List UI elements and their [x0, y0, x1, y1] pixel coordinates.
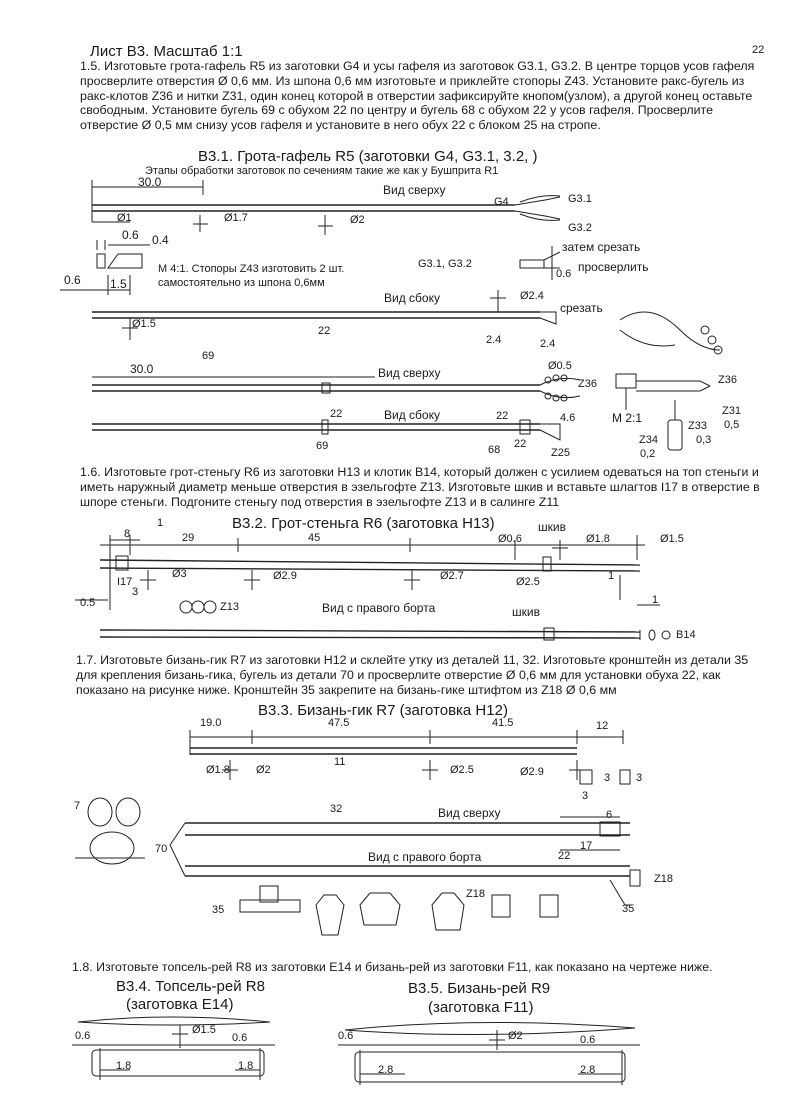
note-drill: просверлить	[578, 260, 649, 274]
section-b3-5-title: В3.5. Бизань-рей R9	[408, 980, 551, 997]
dim-2-4-b: 2.4	[540, 338, 556, 350]
view-side-label: Вид сбоку	[384, 291, 440, 305]
page-title: Лист В3. Масштаб 1:1	[90, 43, 243, 60]
dim-d3: Ø3	[172, 568, 187, 580]
part-i17: I17	[117, 576, 133, 588]
val-0-3: 0,3	[696, 434, 712, 446]
label-g3-1-g3-2: G3.1, G3.2	[418, 258, 472, 270]
view-top-label-2: Вид сверху	[378, 366, 441, 380]
part-69-b: 69	[316, 440, 329, 452]
part-z31: Z31	[722, 405, 741, 417]
dim-1-5: 1.5	[110, 277, 127, 291]
part-z25: Z25	[551, 447, 570, 459]
section-b3-4-title: В3.4. Топсель-рей R8	[116, 978, 265, 995]
dim-1-c: 1	[652, 594, 659, 606]
dim-45: 45	[308, 532, 321, 544]
view-top-label: Вид сверху	[383, 183, 446, 197]
dim-19: 19.0	[200, 717, 222, 729]
paragraph-1-6: 1.6. Изготовьте грот-стеньгу R6 из заготовки H13 и клотик B14, который должен с усилием одеваться на топ стеньги и иметь наружный диаметр меньше отверстия в эзельгофте Z13. Изготовьте шкив и вставьте шлагтов I17 в отверстие в шпоре стеньги. Подгоните стеньгу под отверстия в эзельгофте Z13 и в салинге Z11	[80, 465, 760, 509]
part-68: 68	[488, 444, 501, 456]
part-b14: B14	[676, 629, 696, 641]
view-starboard-label: Вид с правого борта	[322, 601, 436, 615]
dim-0-4: 0.4	[152, 233, 169, 247]
dim-0-6-b: 0.6	[64, 273, 81, 287]
part-7: 7	[74, 800, 81, 812]
section-b3-4-subtitle: (заготовка E14)	[126, 996, 234, 1013]
dim-3-b: 3	[582, 790, 589, 802]
section-b3-1-title: В3.1. Грота-гафель R5 (заготовки G4, G3.1, 3.2, )	[198, 148, 538, 165]
dim-d2-7: Ø2.7	[440, 570, 464, 582]
scale-note-1: М 4:1. Стопоры Z43 изготовить 2 шт.	[158, 263, 345, 275]
part-35-b: 35	[622, 903, 635, 915]
section-b3-5-subtitle: (заготовка F11)	[428, 999, 534, 1016]
part-z36: Z36	[578, 378, 597, 390]
dim-d2-9: Ø2.9	[520, 766, 544, 778]
dim-29: 29	[182, 532, 195, 544]
part-22-a: 22	[318, 325, 331, 337]
val-0-5: 0,5	[724, 419, 740, 431]
dim-2-8-a: 2.8	[378, 1064, 394, 1076]
part-z13: Z13	[220, 601, 239, 613]
part-70: 70	[155, 843, 168, 855]
dim-1-8-a: 1.8	[116, 1060, 132, 1072]
dim-d1: Ø1	[117, 212, 132, 224]
dim-1: 1	[157, 517, 164, 529]
scale-note-2: самостоятельно из шпона 0,6мм	[158, 277, 325, 289]
label-shkiv-2: шкив	[512, 605, 540, 619]
dim-1-8-b: 1.8	[238, 1060, 254, 1072]
dim-d1-5-b34: Ø1.5	[192, 1024, 216, 1036]
dim-d2-b35: Ø2	[508, 1030, 523, 1042]
dim-0-6-b-b34: 0.6	[232, 1032, 248, 1044]
part-69: 69	[202, 350, 215, 362]
part-z33: Z33	[688, 420, 707, 432]
dim-0-6: 0.6	[122, 228, 139, 242]
dim-17: 17	[580, 840, 593, 852]
val-0-2: 0,2	[640, 448, 656, 460]
part-22-b: 22	[330, 408, 343, 420]
dim-d0-6: Ø0.6	[498, 533, 522, 545]
dim-d2: Ø2	[256, 764, 271, 776]
part-22: 22	[558, 850, 571, 862]
dim-d1-8: Ø1.8	[206, 764, 230, 776]
label-g3-2: G3.2	[568, 222, 592, 234]
dim-4-6: 4.6	[560, 412, 576, 424]
section-b3-3-title: В3.3. Бизань-гик R7 (заготовка H12)	[258, 702, 508, 719]
part-z36-b: Z36	[718, 374, 737, 386]
view-starboard-b33: Вид с правого борта	[368, 850, 482, 864]
dim-d1-5: Ø1.5	[132, 318, 156, 330]
part-22-c: 22	[496, 410, 509, 422]
dim-47-5: 47.5	[328, 717, 350, 729]
part-z18: Z18	[654, 873, 673, 885]
label-shkiv: шкив	[538, 520, 566, 534]
part-11: 11	[334, 756, 346, 768]
view-top-b33: Вид сверху	[438, 806, 501, 820]
note-cut: срезать	[560, 301, 603, 315]
dim-d1-8: Ø1.8	[586, 533, 610, 545]
dim-1-b: 1	[608, 570, 615, 582]
dim-8: 8	[124, 528, 131, 540]
dim-d2-9: Ø2.9	[273, 570, 297, 582]
note-then-cut: затем срезать	[562, 240, 641, 254]
section-b3-1-subtitle: Этапы обработки заготовок по сечениям такие же как у Бушприта R1	[145, 165, 499, 177]
page-number: 22	[752, 44, 765, 56]
dim-d1-7: Ø1.7	[224, 212, 248, 224]
dim-30-top: 30.0	[138, 175, 162, 189]
dim-41-5: 41.5	[492, 717, 514, 729]
paragraph-1-7: 1.7. Изготовьте бизань-гик R7 из заготовки H12 и склейте утку из деталей 11, 32. Изготовьте кронштейн из детали 35 для крепления бизань-гика, бугель из детали 70 и просверлите отверстие Ø 0,6 мм для установки обуха 22, как показано на рисунке ниже. Кронштейн 35 закрепите на бизань-гике штифтом из Z18 Ø 0,6 мм	[76, 653, 749, 697]
dim-d2-5: Ø2.5	[516, 576, 540, 588]
paragraph-1-8: 1.8. Изготовьте топсель-рей R8 из заготовки E14 и бизань-рей из заготовки F11, как показано на чертеже ниже.	[72, 960, 713, 974]
dim-d0-5: Ø0.5	[548, 360, 572, 372]
dim-2-8-b: 2.8	[580, 1064, 596, 1076]
dim-d2-4: Ø2.4	[520, 290, 544, 302]
paragraph-1-5: 1.5. Изготовьте грота-гафель R5 из заготовки G4 и усы гафеля из заготовок G3.1, G3.2. В центре торцов усов гафеля просверлите отверстия Ø 0,6 мм. Из шпона 0,6 мм изготовьте и приклейте стопоры Z43. Установите ракс-бугель из ракс-клотов Z36 и нитки Z31, один конец которой в отверстии зафиксируйте кнопом(узлом), а другой конец оставьте свободным. Установите бугель 69 с обухом 22 по центру и бугель 68 с обухом 22 у усов гафеля. Просверлите отверстие Ø 0,5 мм снизу усов гафеля и установите в него обух 22 с блоком 25 на стропе.	[80, 59, 755, 133]
label-g4: G4	[494, 196, 509, 208]
dim-d1-5: Ø1.5	[660, 533, 684, 545]
dim-0-5: 0.5	[80, 597, 96, 609]
part-z34: Z34	[639, 434, 658, 446]
dim-30-b: 30.0	[130, 362, 154, 376]
dim-12: 12	[596, 720, 609, 732]
view-side-label-2: Вид сбоку	[384, 408, 440, 422]
dim-6: 6	[606, 809, 613, 821]
dim-0-6-c: 0.6	[556, 268, 572, 280]
dim-0-6-a-b34: 0.6	[75, 1030, 91, 1042]
scale-m21: М 2:1	[612, 411, 643, 425]
dim-3: 3	[132, 586, 139, 598]
dim-d2: Ø2	[350, 214, 365, 226]
section-b3-2-title: В3.2. Грот-стеньга R6 (заготовка H13)	[232, 515, 495, 532]
dim-d2-5: Ø2.5	[450, 764, 474, 776]
label-g3-1: G3.1	[568, 193, 592, 205]
dim-0-6-a-b35: 0.6	[338, 1030, 354, 1042]
dim-2-4-a: 2.4	[486, 334, 502, 346]
part-22-d: 22	[514, 438, 527, 450]
dim-0-6-b-b35: 0.6	[580, 1034, 596, 1046]
part-z18-b: Z18	[466, 888, 485, 900]
part-35: 35	[212, 904, 225, 916]
part-32: 32	[330, 803, 343, 815]
dim-3-c: 3	[636, 772, 643, 784]
dim-3-a: 3	[604, 772, 611, 784]
